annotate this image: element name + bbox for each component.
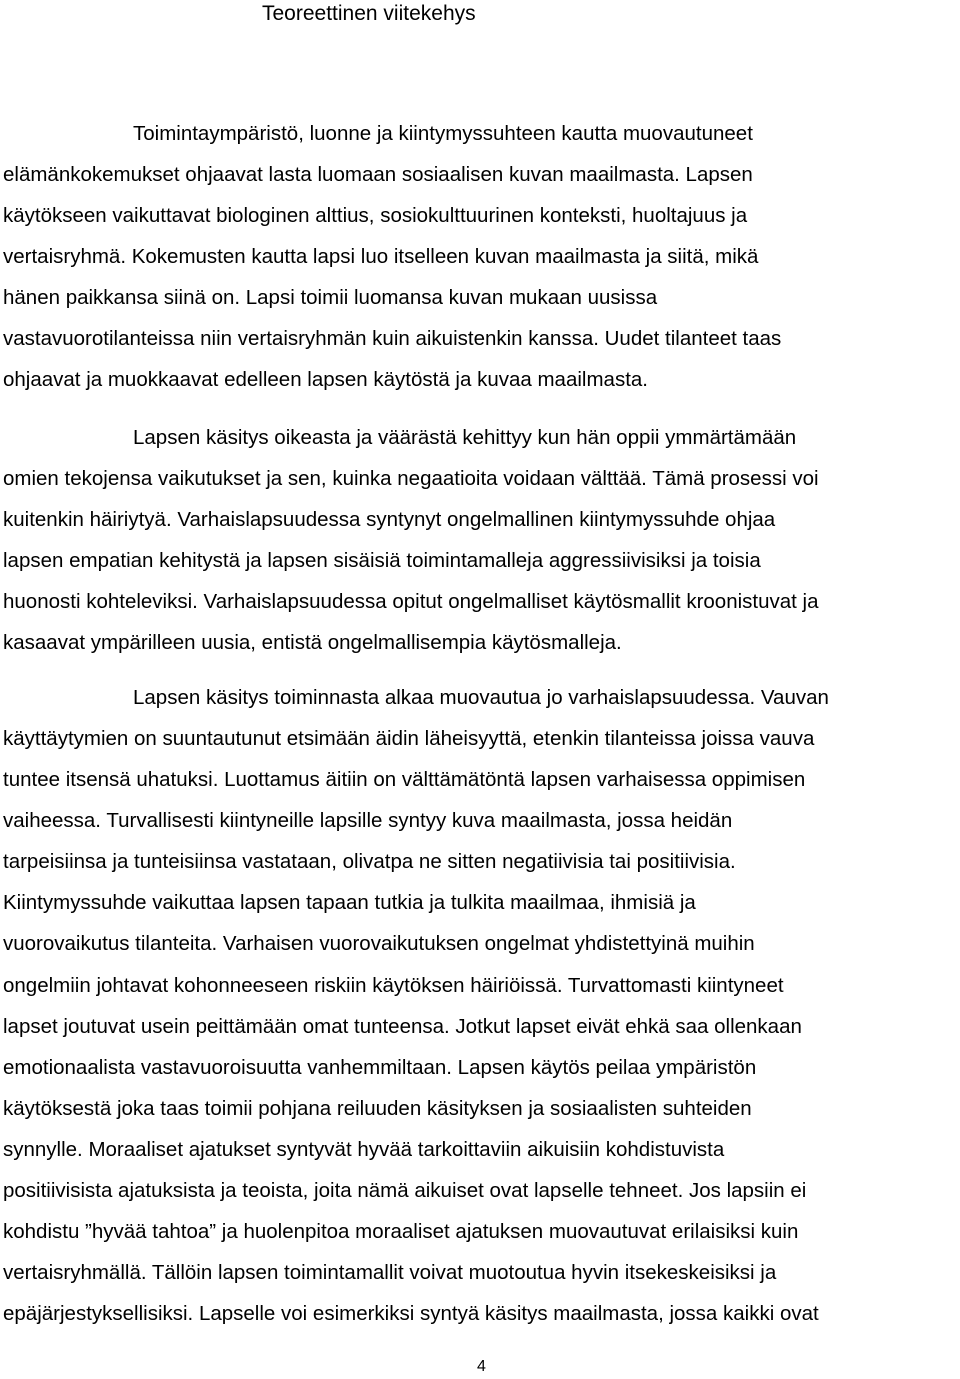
text-line: kasaavat ympärilleen uusia, entistä ongelmallisempia käytösmalleja. [3,631,622,654]
text-line: omien tekojensa vaikutukset ja sen, kuinka negaatioita voidaan välttää. Tämä prosessi voi [3,467,819,490]
text-line: Kiintymyssuhde vaikuttaa lapsen tapaan tutkia ja tulkita maailmaa, ihmisiä ja [3,891,696,914]
text-line: elämänkokemukset ohjaavat lasta luomaan sosiaalisen kuvan maailmasta. Lapsen [3,163,753,186]
text-line: Toimintaympäristö, luonne ja kiintymyssuhteen kautta muovautuneet [133,122,753,145]
text-line: Lapsen käsitys toiminnasta alkaa muovautua jo varhaislapsuudessa. Vauvan [133,686,829,709]
page-number: 4 [477,1358,486,1375]
text-line: epäjärjestyksellisiksi. Lapselle voi esimerkiksi syntyä käsitys maailmasta, jossa kaikki ovat [3,1302,819,1325]
text-line: Lapsen käsitys oikeasta ja väärästä kehittyy kun hän oppii ymmärtämään [133,426,797,449]
text-line: kuitenkin häiriytyä. Varhaislapsuudessa syntynyt ongelmallinen kiintymyssuhde ohjaa [3,508,776,531]
text-line: lapset joutuvat usein peittämään omat tunteensa. Jotkut lapset eivät ehkä saa ollenkaan [3,1015,802,1038]
text-line: käytökseen vaikuttavat biologinen alttius, sosiokulttuurinen konteksti, huoltajuus ja [3,204,748,227]
text-line: vuorovaikutus tilanteita. Varhaisen vuorovaikutuksen ongelmat yhdistettyinä muihin [3,932,755,955]
text-line: vastavuorotilanteissa niin vertaisryhmän kuin aikuistenkin kanssa. Uudet tilanteet taas [3,327,782,350]
text-line: ohjaavat ja muokkaavat edelleen lapsen käytöstä ja kuvaa maailmasta. [3,368,648,391]
text-line: lapsen empatian kehitystä ja lapsen sisäisiä toimintamalleja aggressiivisiksi ja toisia [3,549,761,572]
text-line: vertaisryhmä. Kokemusten kautta lapsi luo itselleen kuvan maailmasta ja siitä, mikä [3,245,759,268]
text-line: huonosti kohteleviksi. Varhaislapsuudessa opitut ongelmalliset käytösmallit kroonistuvat ja [3,590,819,613]
text-line: hänen paikkansa siinä on. Lapsi toimii luomansa kuvan mukaan uusissa [3,286,658,309]
text-line: vertaisryhmällä. Tällöin lapsen toimintamallit voivat muotoutua hyvin itsekeskeisiksi ja [3,1261,777,1284]
text-line: tarpeisiinsa ja tunteisiinsa vastataan, olivatpa ne sitten negatiivisia tai positiivisia. [3,850,736,873]
text-line: tuntee itsensä uhatuksi. Luottamus äitiin on välttämätöntä lapsen varhaisessa oppimisen [3,768,806,791]
page-header: Teoreettinen viitekehys [262,2,476,25]
text-line: emotionaalista vastavuoroisuutta vanhemmiltaan. Lapsen käytös peilaa ympäristön [3,1056,757,1079]
text-line: ongelmiin johtavat kohonneeseen riskiin käytöksen häiriöissä. Turvattomasti kiintyneet [3,974,784,997]
text-line: kohdistu ”hyvää tahtoa” ja huolenpitoa moraaliset ajatuksen muovautuvat erilaisiksi kuin [3,1220,799,1243]
text-line: positiivisista ajatuksista ja teoista, joita nämä aikuiset ovat lapselle tehneet. Jos lapsiin ei [3,1179,807,1202]
text-line: synnylle. Moraaliset ajatukset syntyvät hyvää tarkoittaviin aikuisiin kohdistuvista [3,1138,725,1161]
text-line: käytöksestä joka taas toimii pohjana reiluuden käsityksen ja sosiaalisten suhteiden [3,1097,752,1120]
text-line: käyttäytymien on suuntautunut etsimään äidin läheisyyttä, etenkin tilanteissa joissa vauva [3,727,815,750]
text-line: vaiheessa. Turvallisesti kiintyneille lapsille syntyy kuva maailmasta, jossa heidän [3,809,733,832]
